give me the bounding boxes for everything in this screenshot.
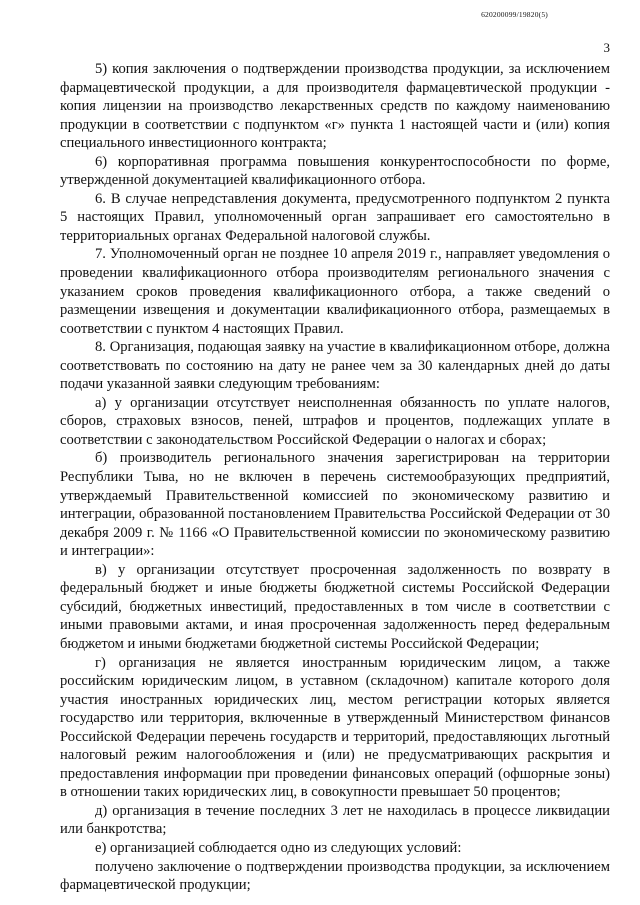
paragraph-subitem-a: а) у организации отсутствует неисполненная обязанность по уплате налогов, сборов, страховых взносов, пеней, штрафов и процентов, подлежащих уплате в соответствии с законодательством Российской Федерации о налогах и сборах; <box>60 394 610 448</box>
paragraph-subitem-g: г) организация не является иностранным юридическим лицом, а также российским юридическим лицом, в уставном (складочном) капитале которого доля участия иностранных юридических лиц, местом регистрации которых является государство или территория, включенные в утвержденный Министерством финансов Российской Федерации перечень государств и территорий, предоставляющих льготный налоговый режим налогообложения и (или) не предусматривающих раскрытия и предоставления информации при проведении финансовых операций (офшорные зоны) в отношении таких юридических лиц, в совокупности превышает 50 процентов; <box>60 654 610 801</box>
document-body <box>60 60 610 895</box>
paragraph-item-6: 6) корпоративная программа повышения конкурентоспособности по форме, утвержденной документацией квалификационного отбора. <box>60 153 610 189</box>
paragraph-item-5: 5) копия заключения о подтверждении производства продукции, за исключением фармацевтической продукции, а для производителя фармацевтической продукции - копия лицензии на производство лекарственных средств по каждому наименованию продукции в соответствии с подпунктом «г» пункта 1 настоящей части и (или) копия специального инвестиционного контракта; <box>60 61 610 152</box>
paragraph-subitem-d: д) организация в течение последних 3 лет не находилась в процессе ликвидации или банкротства; <box>60 802 610 838</box>
paragraph-clause-7: 7. Уполномоченный орган не позднее 10 апреля 2019 г., направляет уведомления о проведении квалификационного отбора производителям регионального значения с указанием сроков проведения квалификационного отбора, а также сведений о размещении извещения и документации квалификационного отбора, размещаемых в соответствии с пунктом 4 настоящих Правил. <box>60 246 610 337</box>
paragraph-condition: получено заключение о подтверждении производства продукции, за исключением фармацевтической продукции; <box>60 858 610 894</box>
paragraph-subitem-v: в) у организации отсутствует просроченная задолженность по возврату в федеральный бюджет и иные бюджеты бюджетной системы Российской Федерации субсидий, бюджетных инвестиций, предоставленных в том числе в соответствии с иными правовыми актами, и иная просроченная задолженность перед федеральным бюджетом и иными бюджетами бюджетной системы Российской Федерации; <box>60 561 610 652</box>
paragraph-clause-6: 6. В случае непредставления документа, предусмотренного подпунктом 2 пункта 5 настоящих Правил, уполномоченный орган запрашивает его самостоятельно в территориальных органах Федеральной налоговой службы. <box>60 190 610 244</box>
paragraph-subitem-e: е) организацией соблюдается одно из следующих условий: <box>95 839 462 856</box>
document-id: 620200099/19820(5) <box>481 10 548 19</box>
paragraph-subitem-b: б) производитель регионального значения зарегистрирован на территории Республики Тыва, но не включен в перечень системообразующих предприятий, утверждаемый Правительственной комиссией по экономическому развитию и интеграции, образованной постановлением Правительства Российской Федерации от 30 декабря 2009 г. № 1166 «О Правительственной комиссии по экономическому развитию и интеграции»: <box>60 450 610 560</box>
page-number: 3 <box>603 40 610 55</box>
paragraph-clause-8: 8. Организация, подающая заявку на участие в квалификационном отборе, должна соответствовать по состоянию на дату не ранее чем за 30 календарных дней до даты подачи указанной заявки следующим требованиям: <box>60 339 610 393</box>
